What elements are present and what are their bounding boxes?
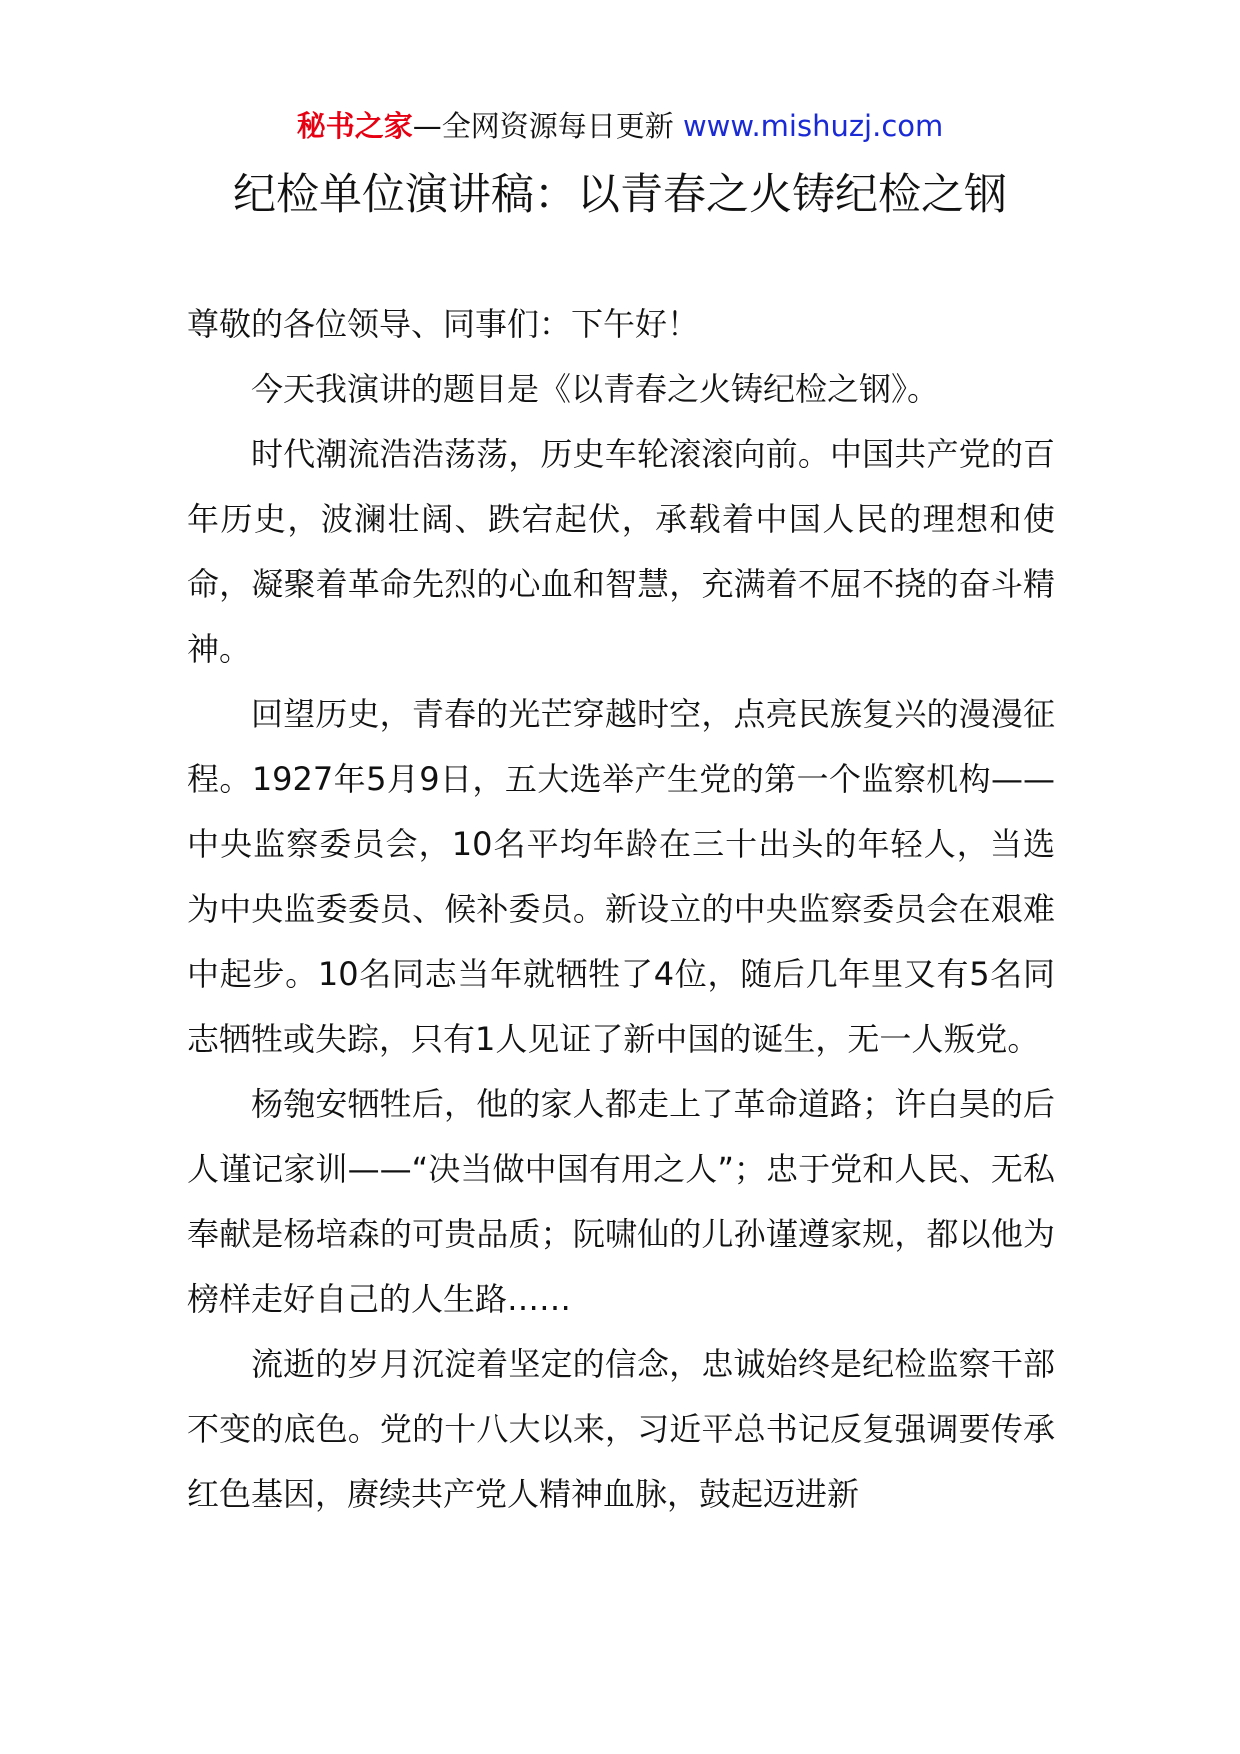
body-paragraph: 杨匏安牺牲后，他的家人都走上了革命道路；许白昊的后人谨记家训——“决当做中国有用之人”；忠于党和人民、无私奉献是杨培森的可贵品质；阮啸仙的儿孙谨遵家规，都以他为榜样走好自己的人生路…… [187,1085,1055,1318]
body-paragraph: 回望历史，青春的光芒穿越时空，点亮民族复兴的漫漫征程。1927年5月9日，五大选举产生党的第一个监察机构——中央监察委员会，10名平均年龄在三十出头的年轻人，当选为中央监委委员、候补委员。新设立的中央监察委员会在艰难中起步。10名同志当年就牺牲了4位，随后几年里又有5名同志牺牲或失踪，只有1人见证了新中国的诞生，无一人叛党。 [187,695,1055,1058]
body-paragraph: 流逝的岁月沉淀着坚定的信念，忠诚始终是纪检监察干部不变的底色。党的十八大以来，习近平总书记反复强调要传承红色基因，赓续共产党人精神血脉，鼓起迈进新 [187,1345,1055,1513]
greeting-paragraph: 尊敬的各位领导、同事们：下午好！ [187,305,700,343]
brand-name: 秘书之家 [296,109,413,143]
site-url-link[interactable]: www.mishuzj.com [682,109,944,143]
body-paragraph: 今天我演讲的题目是《以青春之火铸纪检之钢》。 [251,370,940,408]
document-title: 纪检单位演讲稿：以青春之火铸纪检之钢 [233,170,1007,220]
header-tagline: —全网资源每日更新 [412,109,674,143]
body-paragraph: 时代潮流浩浩荡荡，历史车轮滚滚向前。中国共产党的百年历史，波澜壮阔、跌宕起伏，承载着中国人民的理想和使命，凝聚着革命先烈的心血和智慧，充满着不屈不挠的奋斗精神。 [187,435,1055,668]
site-header [0,104,1240,148]
document-body [187,292,1055,1527]
